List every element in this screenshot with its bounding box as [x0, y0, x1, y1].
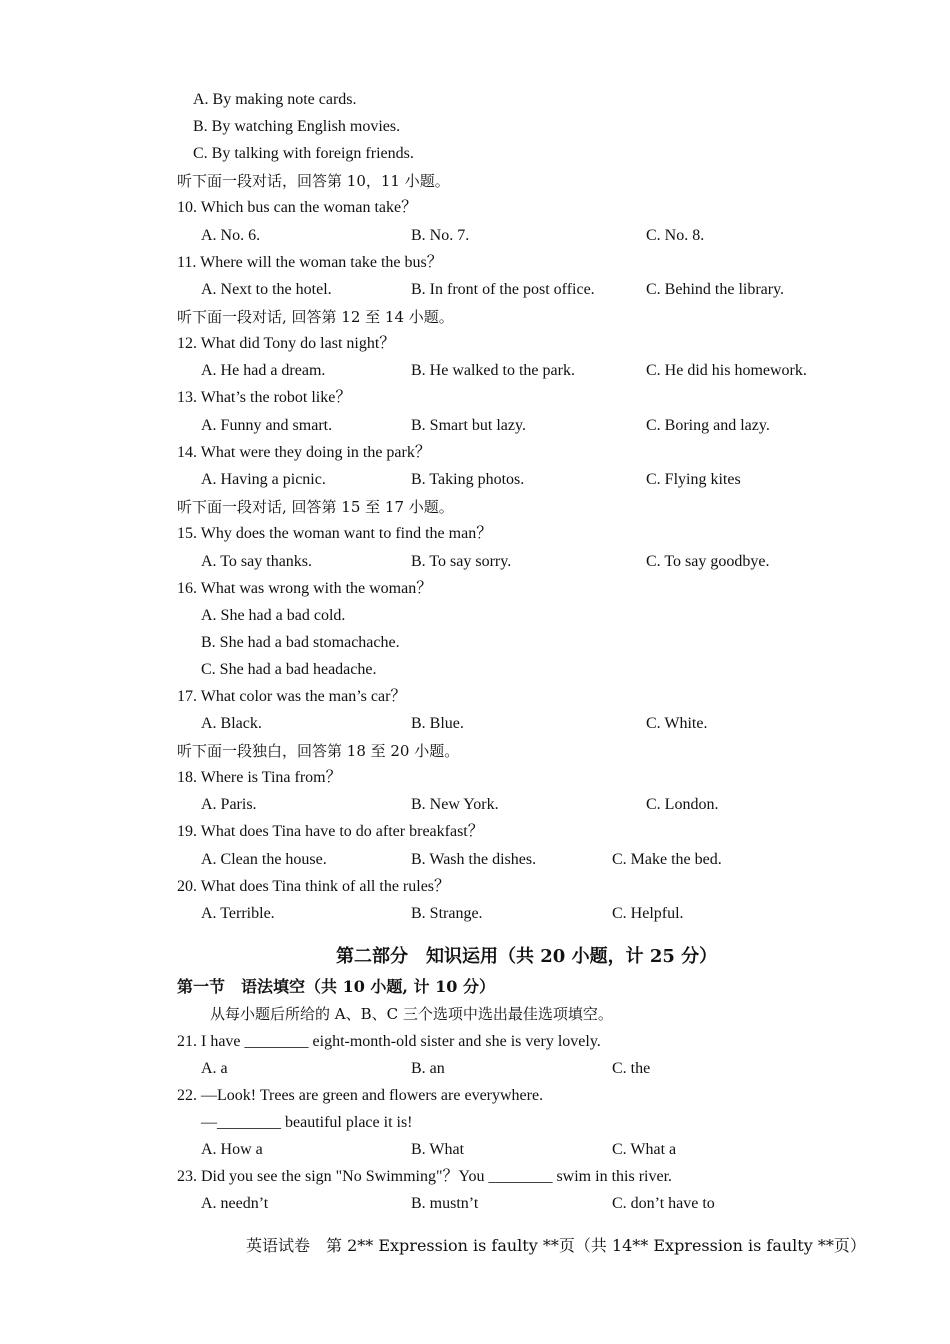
q15-option-b: B. To say sorry.	[411, 553, 512, 570]
question-12: 12. What did Tony do last night？	[177, 335, 396, 352]
page-footer: 英语试卷 第 2** Expression is faulty **页（共 14** Expression is faulty **页）	[246, 1236, 866, 1255]
instruction-10-11: 听下面一段对话，回答第 10，11 小题。	[177, 172, 450, 190]
q20-option-b: B. Strange.	[411, 905, 483, 922]
instruction-15-17: 听下面一段对话, 回答第 15 至 17 小题。	[177, 498, 454, 516]
section-1-heading: 第一节 语法填空（共 10 小题, 计 10 分）	[177, 977, 495, 996]
q11-option-b: B. In front of the post office.	[411, 281, 595, 298]
q23-option-a: A. needn’t	[201, 1195, 269, 1212]
q21-option-b: B. an	[411, 1060, 445, 1077]
q16-option-a: A. She had a bad cold.	[201, 607, 346, 624]
q12-option-a: A. He had a dream.	[201, 362, 326, 379]
q15-option-c: C. To say goodbye.	[646, 553, 770, 570]
question-14: 14. What were they doing in the park？	[177, 444, 431, 461]
q19-option-a: A. Clean the house.	[201, 851, 327, 868]
question-15: 15. Why does the woman want to find the man？	[177, 525, 493, 542]
q13-option-b: B. Smart but lazy.	[411, 417, 526, 434]
question-10: 10. Which bus can the woman take？	[177, 199, 418, 216]
q15-option-a: A. To say thanks.	[201, 553, 313, 570]
question-17: 17. What color was the man’s car？	[177, 688, 407, 705]
q21-option-c: C. the	[612, 1060, 651, 1077]
instruction-12-14: 听下面一段对话, 回答第 12 至 14 小题。	[177, 308, 454, 326]
question-19: 19. What does Tina have to do after breakfast？	[177, 823, 484, 840]
q14-option-b: B. Taking photos.	[411, 471, 525, 488]
q9-option-b: B. By watching English movies.	[193, 118, 401, 135]
question-16: 16. What was wrong with the woman？	[177, 580, 433, 597]
q20-option-c: C. Helpful.	[612, 905, 684, 922]
q17-option-c: C. White.	[646, 715, 708, 732]
q12-option-c: C. He did his homework.	[646, 362, 807, 379]
instruction-18-20: 听下面一段独白，回答第 18 至 20 小题。	[177, 742, 460, 760]
question-23: 23. Did you see the sign "No Swimming"？You ________ swim in this river.	[177, 1168, 673, 1185]
q17-option-b: B. Blue.	[411, 715, 464, 732]
q18-option-a: A. Paris.	[201, 796, 257, 813]
q19-option-c: C. Make the bed.	[612, 851, 722, 868]
q9-option-c: C. By talking with foreign friends.	[193, 145, 414, 162]
q9-option-a: A. By making note cards.	[193, 91, 357, 108]
q16-option-c: C. She had a bad headache.	[201, 661, 377, 678]
question-11: 11. Where will the woman take the bus？	[177, 254, 443, 271]
section-1-instruction: 从每小题后所给的 A、B、C 三个选项中选出最佳选项填空。	[210, 1005, 613, 1023]
q23-option-c: C. don’t have to	[612, 1195, 715, 1212]
q18-option-c: C. London.	[646, 796, 719, 813]
q22-option-a: A. How a	[201, 1141, 263, 1158]
q13-option-a: A. Funny and smart.	[201, 417, 333, 434]
q10-option-a: A. No. 6.	[201, 227, 261, 244]
q18-option-b: B. New York.	[411, 796, 499, 813]
part-2-heading: 第二部分 知识运用（共 20 小题，计 25 分）	[336, 946, 718, 967]
q13-option-c: C. Boring and lazy.	[646, 417, 770, 434]
q11-option-c: C. Behind the library.	[646, 281, 785, 298]
question-22: 22. —Look! Trees are green and flowers are everywhere.	[177, 1087, 544, 1104]
q23-option-b: B. mustn’t	[411, 1195, 479, 1212]
q10-option-b: B. No. 7.	[411, 227, 470, 244]
q22-option-b: B. What	[411, 1141, 465, 1158]
q11-option-a: A. Next to the hotel.	[201, 281, 332, 298]
q14-option-a: A. Having a picnic.	[201, 471, 326, 488]
q20-option-a: A. Terrible.	[201, 905, 275, 922]
q10-option-c: C. No. 8.	[646, 227, 705, 244]
question-21: 21. I have ________ eight-month-old sister and she is very lovely.	[177, 1033, 601, 1050]
question-22-response: —________ beautiful place it is!	[201, 1114, 413, 1131]
q14-option-c: C. Flying kites	[646, 471, 741, 488]
q19-option-b: B. Wash the dishes.	[411, 851, 537, 868]
question-20: 20. What does Tina think of all the rules？	[177, 878, 451, 895]
q16-option-b: B. She had a bad stomachache.	[201, 634, 400, 651]
question-13: 13. What’s the robot like？	[177, 389, 352, 406]
question-18: 18. Where is Tina from？	[177, 769, 342, 786]
q21-option-a: A. a	[201, 1060, 228, 1077]
q17-option-a: A. Black.	[201, 715, 262, 732]
q12-option-b: B. He walked to the park.	[411, 362, 575, 379]
q22-option-c: C. What a	[612, 1141, 677, 1158]
